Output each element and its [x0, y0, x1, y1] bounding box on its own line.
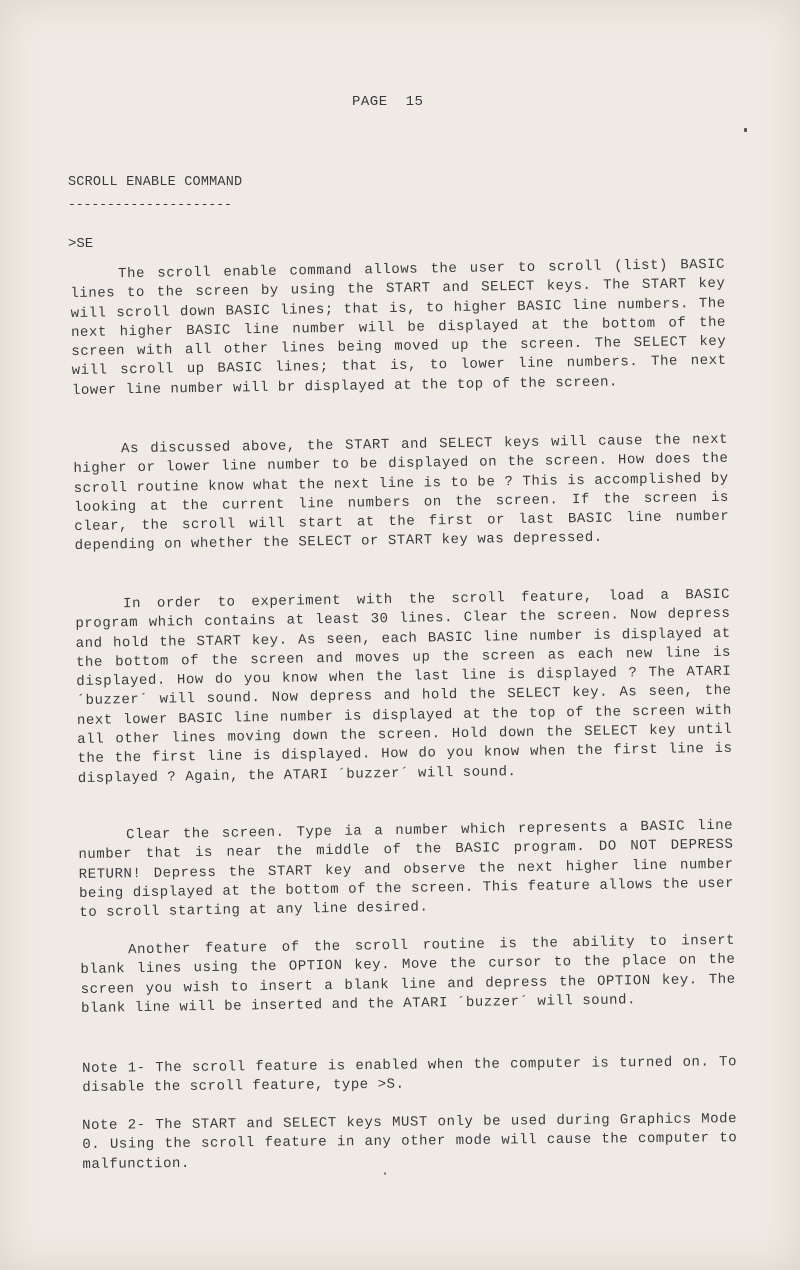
paragraph-4 — [78, 817, 734, 924]
paper-speck — [744, 128, 747, 132]
paragraph-2 — [73, 431, 730, 557]
note-2 — [82, 1110, 738, 1175]
paragraph-text: Clear the screen. Type ia a number which represents a BASIC line number that is near the middle of the BASIC program. DO NOT DEPRESS RETURN! Depress the START key and observe the next higher line number being displayed at the bottom of the screen. This feature allows the user to scroll starting at any line desired. — [78, 817, 735, 922]
note-1 — [82, 1053, 737, 1098]
paragraph-text: The scroll enable command allows the user to scroll (list) BASIC lines to the screen by using the START and SELECT keys. The START key will scroll down BASIC lines; that is, to higher BASIC line numbers. The next higher BASIC line number will be displayed at the bottom of the screen with all other lines being moved up the screen. The SELECT key will scroll up BASIC lines; that is, to lower line numbers. The next lower line number will br displayed at the top of the screen. — [70, 256, 727, 399]
paragraph-text: In order to experiment with the scroll feature, load a BASIC program which contains at least 30 lines. Clear the screen. Now depress and hold the START key. As seen, each BASIC line number is displayed at the bottom of the screen and moves up the screen as each new line is displayed. How do you know when the last line is displayed ? The ATARI ´buzzer´ will sound. Now depress and hold the SELECT key. As seen, the next lower BASIC line number is displayed at the top of the screen with all other lines moving down the screen. Hold down the SELECT key until the the first line is displayed. How do you know when the first line is displayed ? Again, the ATARI ´buzzer´ will sound. — [75, 586, 733, 787]
paper-speck — [384, 1172, 386, 1175]
page-number — [352, 94, 423, 110]
note-text: Note 1- The scroll feature is enabled when the computer is turned on. To disable the scroll feature, type >S. — [82, 1054, 738, 1097]
command-syntax: >SE — [68, 236, 94, 252]
page-label: PAGE — [352, 94, 388, 110]
paragraph-text: As discussed above, the START and SELECT keys will cause the next higher or lower line number to be displayed on the screen. How does the scroll routine know what the next line is to be ? This is accomplished by looking at the current line numbers on the screen. If the screen is clear, the scroll will start at the first or last BASIC line number depending on whether the SELECT or START key was depressed. — [73, 431, 730, 555]
heading-underline: --------------------- — [68, 197, 232, 212]
note-text: Note 2- The START and SELECT keys MUST only be used during Graphics Mode 0. Using the scroll feature in any other mode will cause the computer to malfunction. — [82, 1111, 738, 1173]
page-number-value: 15 — [405, 94, 424, 110]
section-heading: SCROLL ENABLE COMMAND — [68, 175, 243, 190]
paragraph-text: Another feature of the scroll routine is the ability to insert blank lines using the OPTION key. Move the cursor to the place on the screen you wish to insert a blank line and depress the OPTION key. The blank line will be inserted and the ATARI ´buzzer´ will sound. — [80, 932, 736, 1017]
paragraph-1 — [70, 256, 727, 401]
paragraph-5 — [80, 932, 736, 1019]
paragraph-3 — [75, 586, 733, 789]
